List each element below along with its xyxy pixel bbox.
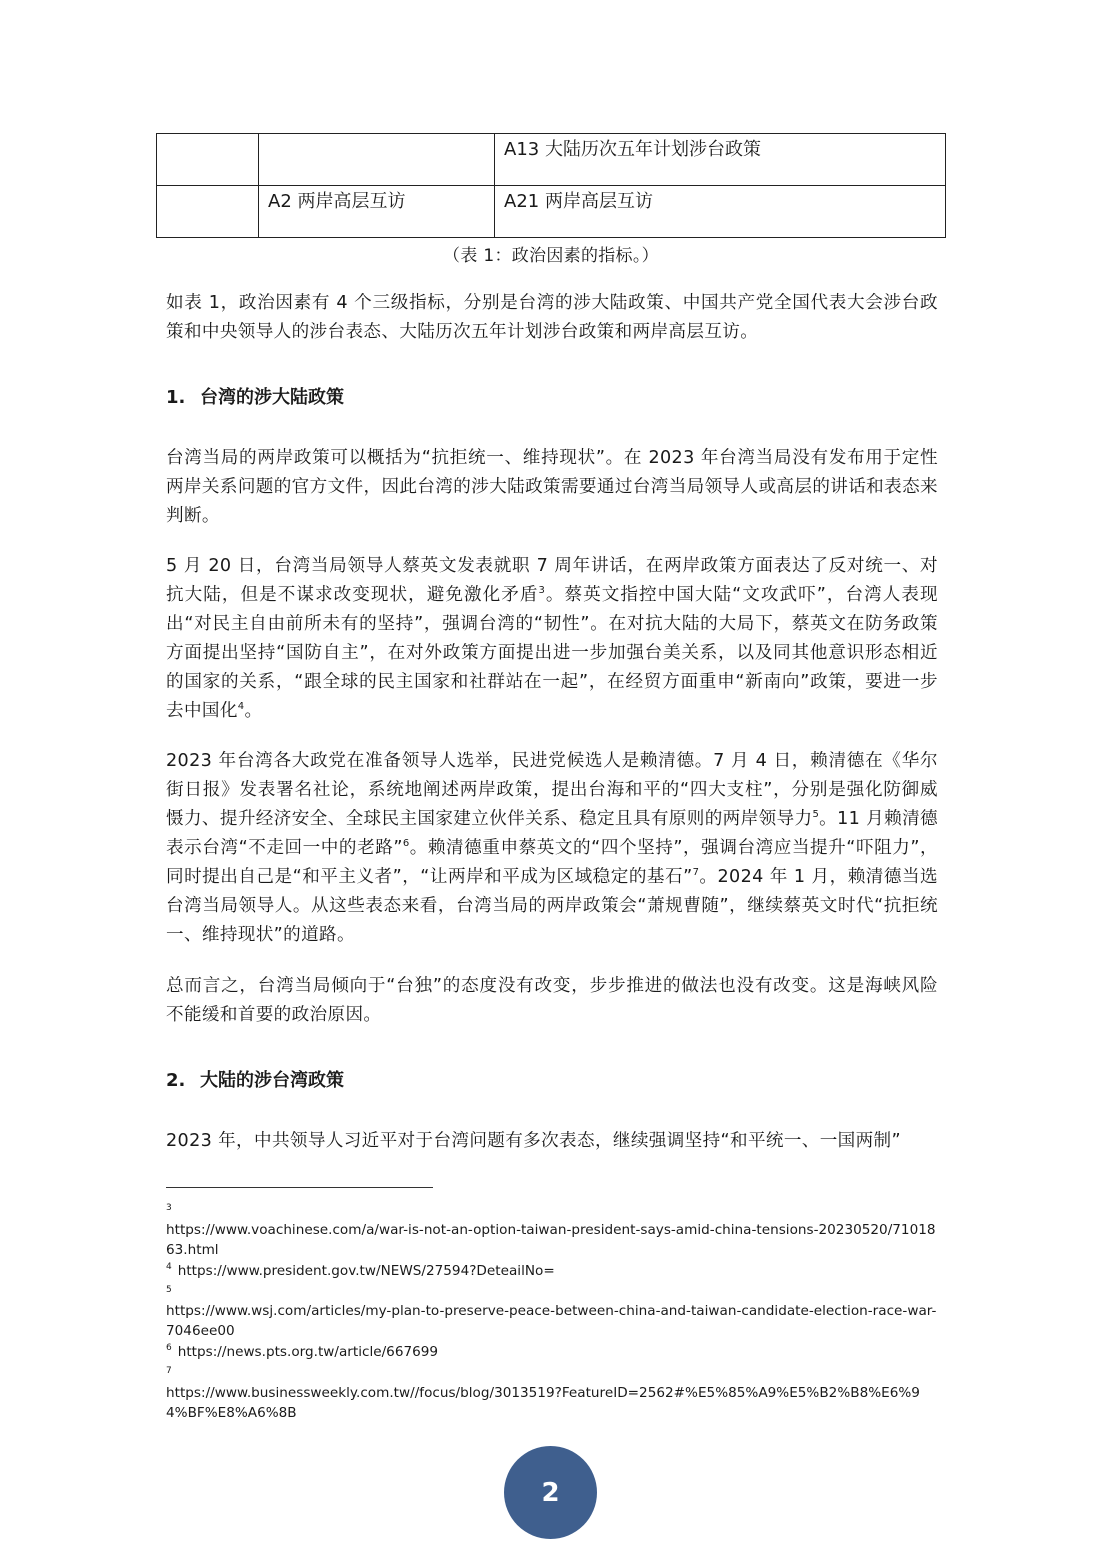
body-paragraph <box>166 747 938 950</box>
table-cell <box>259 134 495 186</box>
footnote <box>166 1342 938 1362</box>
body-paragraph: 台湾当局的两岸政策可以概括为“抗拒统一、维持现状”。在 2023 年台湾当局没有发布用于定性两岸关系问题的官方文件，因此台湾的涉大陆政策需要通过台湾当局领导人或高层的讲话和表态来判断。 <box>166 448 938 526</box>
table-cell: A21 两岸高层互访 <box>495 186 946 238</box>
text-run: 。蔡英文指控中国大陆“文攻武吓”，台湾人表现出“对民主自由前所未有的坚持”，强调台湾的“韧性”。在对抗大陆的大局下，蔡英文在防务政策方面提出坚持“国防自主”，在对外政策方面提出进一步加强台美关系，以及同其他意识形态相近的国家的关系，“跟全球的民主国家和社群站在一起”，在经贸方面重申“新南向”政策，要进一步去中国化 <box>166 585 938 721</box>
table-caption: （表 1：政治因素的指标。） <box>443 246 659 266</box>
footnote-mark: 7 <box>166 1366 172 1376</box>
section-number: 2. <box>166 1070 186 1091</box>
footnote-link[interactable]: https://news.pts.org.tw/article/667699 <box>177 1344 439 1360</box>
text-run: 5 月 20 日，台湾当局领导人蔡英文发表就职 7 周年讲话，在两岸政策方面表达了反对统一、对抗大陆，但是不谋求改变现状，避免激化矛盾 <box>166 556 938 605</box>
table-cell <box>157 186 259 238</box>
text-run: 。2024 年 1 月，赖清德当选台湾当局领导人。从这些表态来看，台湾当局的两岸政策会“萧规曹随”，继续蔡英文时代“抗拒统一、维持现状”的道路。 <box>166 867 939 945</box>
footnote-link[interactable]: https://www.businessweekly.com.tw//focus/blog/3013519?FeatureID=2562#%E5%85%A9%E5%B2%B8%E6%94%BF%E8%A6%8B <box>166 1385 920 1421</box>
footnote-ref[interactable]: 3 <box>538 585 546 597</box>
body-paragraph: 总而言之，台湾当局倾向于“台独”的态度没有改变，步步推进的做法也没有改变。这是海峡风险不能缓和首要的政治原因。 <box>166 976 938 1025</box>
section-heading <box>166 383 344 409</box>
footnote-divider <box>166 1187 433 1188</box>
table-cell <box>157 134 259 186</box>
text-run: 2023 年台湾各大政党在准备领导人选举，民进党候选人是赖清德。7 月 4 日，赖清德在《华尔街日报》发表署名社论，系统地阐述两岸政策，提出台海和平的“四大支柱”，分别是强化防御威慑力、提升经济安全、全球民主国家建立伙伴关系、稳定且具有原则的两岸领导力 <box>166 751 938 829</box>
section-title: 大陆的涉台湾政策 <box>200 1070 344 1091</box>
footnote-mark: 5 <box>166 1285 172 1295</box>
footnote-mark: 3 <box>166 1203 172 1213</box>
body-paragraph <box>166 552 938 726</box>
text-run: 。赖清德重申蔡英文的“四个坚持”，强调台湾应当提升“吓阻力”，同时提出自己是“和平主义者”，“让两岸和平成为区域稳定的基石” <box>166 838 938 887</box>
text-run: 。 <box>244 701 263 721</box>
footnote-link[interactable]: https://www.wsj.com/articles/my-plan-to-preserve-peace-between-china-and-taiwan-candidate-election-race-war-7046ee00 <box>166 1303 937 1339</box>
body-paragraph: 2023 年，中共领导人习近平对于台湾问题有多次表态，继续强调坚持“和平统一、一国两制” <box>166 1131 901 1151</box>
footnote-ref[interactable]: 7 <box>692 867 700 879</box>
table-row <box>157 186 946 238</box>
indicator-table <box>156 133 946 238</box>
table-cell: A2 两岸高层互访 <box>259 186 495 238</box>
intro-paragraph: 如表 1，政治因素有 4 个三级指标，分别是台湾的涉大陆政策、中国共产党全国代表大会涉台政策和中央领导人的涉台表态、大陆历次五年计划涉台政策和两岸高层互访。 <box>166 293 938 342</box>
section-heading <box>166 1066 344 1092</box>
section-title: 台湾的涉大陆政策 <box>200 387 344 408</box>
footnote-ref[interactable]: 4 <box>237 701 245 713</box>
table-row <box>157 134 946 186</box>
page-number-badge: 2 <box>504 1446 597 1539</box>
footnote-ref[interactable]: 6 <box>402 838 410 850</box>
footnote-ref[interactable]: 5 <box>812 809 820 821</box>
footnote-mark: 6 <box>166 1343 172 1354</box>
text-run: 。11 月赖清德表示台湾“不走回一中的老路” <box>166 809 938 858</box>
section-number: 1. <box>166 387 186 408</box>
footnote-link[interactable]: https://www.president.gov.tw/NEWS/27594?DeteailNo= <box>177 1263 555 1279</box>
footnote-mark: 4 <box>166 1262 172 1273</box>
table-cell: A13 大陆历次五年计划涉台政策 <box>495 134 946 186</box>
footnote <box>166 1261 938 1281</box>
footnote-link[interactable]: https://www.voachinese.com/a/war-is-not-an-option-taiwan-president-says-amid-china-tensions-20230520/7101863.html <box>166 1222 936 1258</box>
